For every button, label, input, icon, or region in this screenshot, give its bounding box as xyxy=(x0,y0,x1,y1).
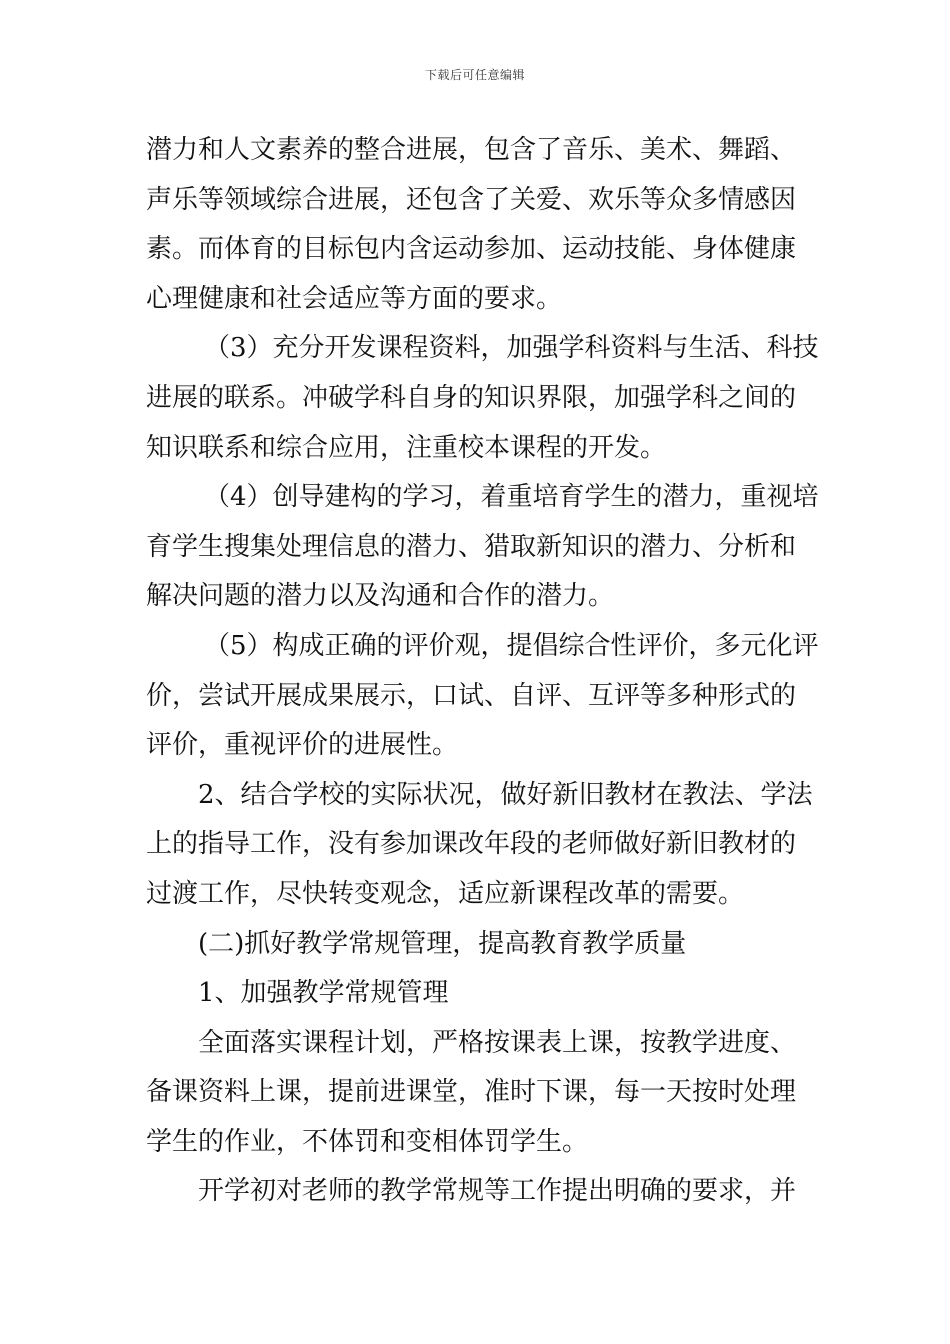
text-line: 上的指导工作，没有参加课改年段的老师做好新旧教材的 xyxy=(146,829,797,860)
page-header: 下载后可任意编辑 xyxy=(424,68,525,82)
document-body xyxy=(146,126,819,1217)
text-line: （5）构成正确的评价观，提倡综合性评价，多元化评 xyxy=(204,630,819,661)
text-line: 育学生搜集处理信息的潜力、猎取新知识的潜力、分析和 xyxy=(146,531,797,562)
text-line: 解决问题的潜力以及沟通和合作的潜力。 xyxy=(146,581,615,612)
text-line: 知识联系和综合应用，注重校本课程的开发。 xyxy=(146,432,667,463)
text-line: 学生的作业，不体罚和变相体罚学生。 xyxy=(146,1126,589,1157)
text-line: 潜力和人文素养的整合进展，包含了音乐、美术、舞蹈、 xyxy=(146,135,797,165)
subsection-heading: 1、加强教学常规管理 xyxy=(198,978,449,1009)
text-line: 心理健康和社会适应等方面的要求。 xyxy=(146,283,563,314)
text-line: 开学初对老师的教学常规等工作提出明确的要求，并 xyxy=(198,1176,797,1207)
section-heading: (二)抓好教学常规管理，提高教育教学质量 xyxy=(198,928,687,959)
text-line: 声乐等领域综合进展，还包含了关爱、欢乐等众多情感因 xyxy=(146,184,797,215)
text-line: （3）充分开发课程资料，加强学科资料与生活、科技 xyxy=(204,333,819,364)
text-line: 全面落实课程计划，严格按课表上课，按教学进度、 xyxy=(198,1027,797,1058)
text-line: 2、结合学校的实际状况，做好新旧教材在教法、学法 xyxy=(198,779,813,810)
text-line: 进展的联系。冲破学科自身的知识界限，加强学科之间的 xyxy=(146,382,797,413)
text-line: 过渡工作，尽快转变观念，适应新课程改革的需要。 xyxy=(146,878,745,909)
text-line: 价，尝试开展成果展示，口试、自评、互评等多种形式的 xyxy=(146,680,797,711)
text-line: 备课资料上课，提前进课堂，准时下课，每一天按时处理 xyxy=(146,1077,797,1108)
text-line: （4）创导建构的学习，着重培育学生的潜力，重视培 xyxy=(204,482,819,513)
text-line: 素。而体育的目标包内含运动参加、运动技能、身体健康 xyxy=(146,234,797,265)
text-line: 评价，重视评价的进展性。 xyxy=(146,730,459,761)
